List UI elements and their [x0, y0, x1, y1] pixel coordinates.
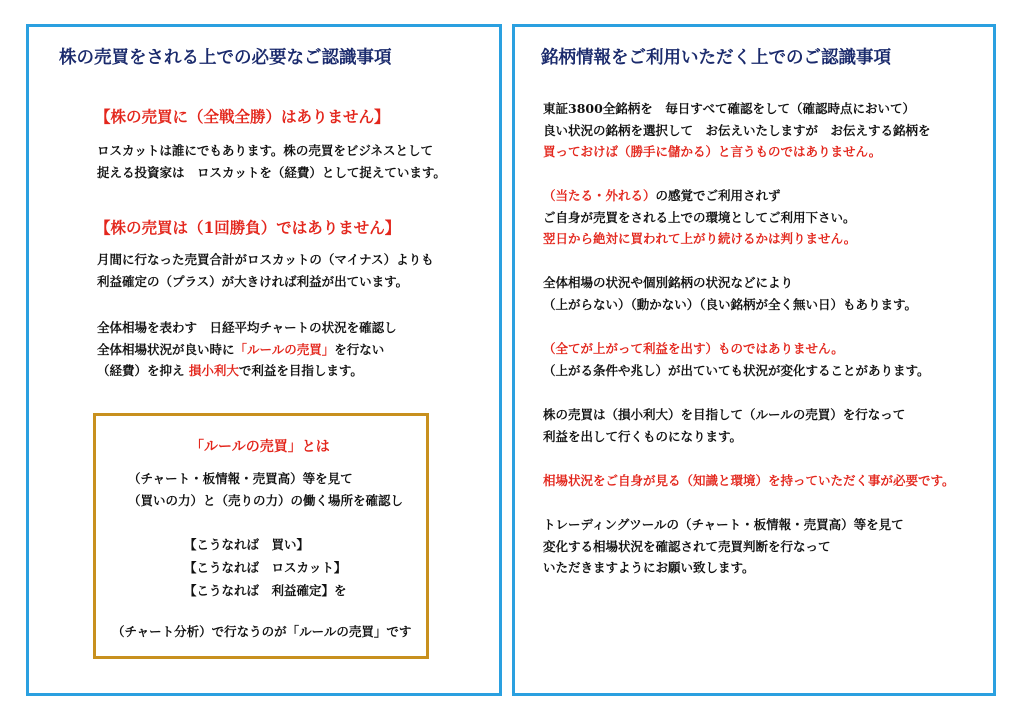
right-paragraph-3: 全体相場の状況や個別銘柄の状況などにより （上がらない）（動かない）（良い銘柄が全く無い日）もあります。	[543, 275, 918, 312]
right-panel-title: 銘柄情報をご利用いただく上でのご認識事項	[541, 48, 891, 68]
right-paragraph-1: 東証3800全銘柄を 毎日すべて確認をして（確認時点において） 良い状況の銘柄を選択して お伝えいたしますが お伝えする銘柄を 買っておけば（勝手に儲かる）と言うものではありません。	[543, 101, 931, 159]
left-paragraph-2: 月間に行なった売買合計がロスカットの（マイナス）よりも 利益確定の（プラス）が大きければ利益が出ています。	[97, 252, 434, 289]
rule-trading-title: 「ルールの売買」とは	[190, 439, 330, 455]
left-paragraph-1: ロスカットは誰にでもあります。株の売買をビジネスとして 捉える投資家は ロスカットを（経費）として捉えています。	[97, 143, 446, 180]
left-heading-2: 【株の売買は（1回勝負）ではありません】	[95, 218, 401, 237]
right-panel	[512, 24, 996, 696]
right-paragraph-6: 相場状況をご自身が見る（知識と環境）を持っていただく事が必要です。	[543, 473, 955, 488]
rule-trading-description: （チャート・板情報・売買高）等を見て （買いの力）と（売りの力）の働く場所を確認し	[128, 471, 404, 508]
right-paragraph-7: トレーディングツールの（チャート・板情報・売買高）等を見て 変化する相場状況を確認されて売買判断を行なって いただきますようにお願い致します。	[543, 517, 904, 575]
rule-trading-footer: （チャート分析）で行なうのが「ルールの売買」です	[112, 624, 412, 639]
right-paragraph-4: （全てが上がって利益を出す）ものではありません。 （上がる条件や兆し）が出ていても状況が変化することがあります。	[543, 341, 930, 378]
left-panel	[26, 24, 502, 696]
right-paragraph-5: 株の売買は（損小利大）を目指して（ルールの売買）を行なって 利益を出して行くものになります。	[543, 407, 906, 444]
left-heading-1: 【株の売買に（全戦全勝）はありません】	[95, 107, 390, 126]
left-panel-title: 株の売買をされる上での必要なご認識事項	[59, 48, 392, 68]
rule-trading-conditions: 【こうなれば 買い】 【こうなれば ロスカット】 【こうなれば 利益確定】を	[184, 537, 347, 598]
left-paragraph-3: 全体相場を表わす 日経平均チャートの状況を確認し 全体相場状況が良い時に「ルールの売買」を行ない （経費）を抑え 損小利大で利益を目指します。	[97, 320, 397, 378]
right-paragraph-2: （当たる・外れる）の感覚でご利用されず ご自身が売買をされる上での環境としてご利用下さい。 翌日から絶対に買われて上がり続けるかは判りません。	[543, 188, 857, 246]
rule-trading-box	[93, 413, 429, 659]
